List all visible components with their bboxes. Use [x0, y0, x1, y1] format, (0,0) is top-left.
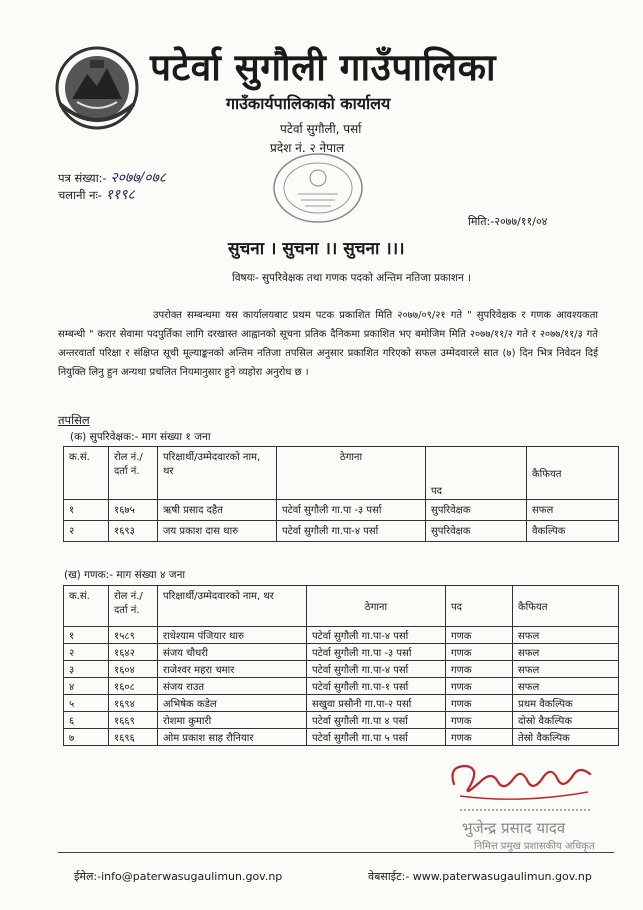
notice-heading: सुचना । सुचना ।। सुचना ।।। [228, 239, 405, 259]
cell-remarks: सफल [513, 644, 619, 661]
cell-remarks: सफल [513, 678, 619, 695]
table-row [64, 678, 619, 695]
municipality-title: पटेर्वा सुगौली गाउँपालिका [150, 45, 497, 89]
col-address: ठेगाना [277, 447, 426, 500]
cell-roll: १६०८ [109, 678, 158, 695]
cell-name: ओम प्रकाश साह रौनियार [158, 729, 307, 746]
table-row [64, 712, 619, 729]
col-sn: क.सं. [64, 447, 109, 500]
table-header-row [64, 447, 619, 500]
col-remarks: कैफियत [527, 447, 619, 500]
cell-remarks: सफल [527, 500, 619, 521]
cell-address: पटेर्वा सुगौली गा.पा-१ पर्सा [307, 678, 446, 695]
table-row [64, 644, 619, 661]
cell-roll: १६९४ [109, 695, 158, 712]
col-roll: रोल नं./दर्ता नं. [109, 586, 158, 627]
cell-name: रोशमा कुमारी [158, 712, 307, 729]
table-row [64, 729, 619, 746]
cell-name: जय प्रकाश दास थारु [158, 521, 277, 542]
cell-sn: २ [64, 521, 109, 542]
table-row [64, 521, 619, 542]
cell-remarks: दोस्रो वैकल्पिक [513, 712, 619, 729]
enumerator-results-table [63, 585, 619, 746]
cell-post: गणक [446, 729, 513, 746]
letter-number-value: २०७७/०७८ [110, 170, 167, 186]
cell-name: अभिषेक कडेल [158, 695, 307, 712]
cell-roll: १५८९ [109, 627, 158, 644]
dispatch-number [58, 185, 135, 204]
address-line-1: पटेर्वा सुगौली, पर्सा [280, 122, 362, 136]
cell-roll: १६९३ [109, 521, 158, 542]
notice-body: उपरोक्त सम्बन्धमा यस कार्यालयबाट प्रथम पटक प्रकाशित मिति २०७७/०९/२१ गते " सुपरिवेक्षक र गणक आवश्यकता सम्बन्धी " करार सेवामा पदपुर्तिका लागि दरखास्त आह्वानको सूचना प्रतिक दैनिकमा प्रकाशित भए बमोजिम मिति २०७७/११/२ गते र २०७७/११/३ गते अन्तरवार्ता परिक्षा र संक्षिप्त सूची मूल्याङ्कनको अन्तिम नतिजा तपसिल अनुसार प्रकाशित गरिएको सफल उम्मेदवारले सात (७) दिन भित्र निवेदन दिई नियुक्ति लिनु हुन अन्यथा प्रचलित नियमानुसार हुने व्यहोरा अनुरोध छ । [58, 310, 598, 378]
col-roll: रोल नं./दर्ता नं. [109, 447, 158, 500]
col-address: ठेगाना [307, 586, 446, 627]
subject-line: विषयः- सुपरिवेक्षक तथा गणक पदको अन्तिम नतिजा प्रकाशन । [232, 272, 472, 284]
section-supervisor-caption: (क) सुपरिवेक्षक:- माग संख्या १ जना [70, 431, 211, 443]
table-row [64, 627, 619, 644]
cell-roll: १६६९ [109, 712, 158, 729]
table-row [64, 500, 619, 521]
table-header-row [64, 586, 619, 627]
office-name: गाउँकार्यपालिकाको कार्यालय [226, 94, 391, 113]
col-sn: क.सं. [64, 586, 109, 627]
table-row [64, 695, 619, 712]
cell-name: राधेश्याम पंजियार थारु [158, 627, 307, 644]
cell-post: गणक [446, 678, 513, 695]
cell-post: गणक [446, 627, 513, 644]
col-remarks: कैफियत [513, 586, 619, 627]
cell-sn: २ [64, 644, 109, 661]
cell-address: पटेर्वा सुगौली गा.पा ४ पर्सा [307, 712, 446, 729]
handwritten-signature [440, 752, 600, 822]
cell-sn: ४ [64, 678, 109, 695]
col-post: पद [426, 447, 527, 500]
cell-address: पटेर्वा सुगौली गा.पा-४ पर्सा [307, 661, 446, 678]
cell-roll: १६४२ [109, 644, 158, 661]
cell-remarks: वैकल्पिक [527, 521, 619, 542]
cell-sn: ५ [64, 695, 109, 712]
cell-sn: १ [64, 627, 109, 644]
dispatch-number-value: ११९८ [105, 187, 135, 203]
col-name: परिक्षार्थी/उम्मेदवारको नाम, थर [158, 447, 277, 500]
cell-roll: १६९६ [109, 729, 158, 746]
cell-sn: ६ [64, 712, 109, 729]
footer-email: ईमेल:-info@paterwasugaulimun.gov.np [74, 870, 283, 883]
cell-sn: ३ [64, 661, 109, 678]
cell-roll: १६०४ [109, 661, 158, 678]
section-enumerator-caption: (ख) गणक:- माग संख्या ४ जना [64, 569, 186, 581]
supervisor-results-table [63, 446, 619, 542]
cell-address: पटेर्वा सुगौली गा.पा-४ पर्सा [277, 521, 426, 542]
cell-address: पटेर्वा सुगौली गा.पा -३ पर्सा [307, 644, 446, 661]
nepal-emblem-logo [52, 44, 142, 132]
cell-remarks: सफल [513, 627, 619, 644]
cell-roll: १६७५ [109, 500, 158, 521]
cell-post: गणक [446, 661, 513, 678]
signatory-post: निमित्त प्रमुख प्रशासकीय अधिकृत [474, 841, 595, 852]
cell-remarks: सफल [513, 661, 619, 678]
cell-name: राजेश्वर महरा चमार [158, 661, 307, 678]
cell-address: पटेर्वा सुगौली गा.पा -३ पर्सा [277, 500, 426, 521]
office-stamp [268, 148, 368, 228]
dispatch-number-label: चलानी नः- [58, 188, 102, 202]
cell-post: गणक [446, 712, 513, 729]
cell-post: सुपरिवेक्षक [426, 500, 527, 521]
cell-name: संजय चौधरी [158, 644, 307, 661]
cell-address: पटेर्वा सुगौली गा.पा-४ पर्सा [307, 627, 446, 644]
footer-divider [58, 852, 614, 853]
address-line-2: प्रदेश नं. २ नेपाल [270, 141, 345, 155]
table-row [64, 661, 619, 678]
cell-post: गणक [446, 695, 513, 712]
col-name: परिक्षार्थी/उम्मेदवारको नाम, थर [158, 586, 307, 627]
letter-number-label: पत्र संख्या:- [58, 171, 107, 185]
notice-date: मिति:-२०७७/११/०४ [468, 215, 548, 228]
cell-remarks: प्रथम वैकल्पिक [513, 695, 619, 712]
cell-address: सखुवा प्रसौनी गा.पा-२ पर्सा [307, 695, 446, 712]
cell-name: ऋषी प्रसाद दहैत [158, 500, 277, 521]
cell-sn: ७ [64, 729, 109, 746]
cell-sn: १ [64, 500, 109, 521]
details-heading: तपसिल [58, 413, 90, 427]
cell-post: गणक [446, 644, 513, 661]
signatory-name: भुजेन्द्र प्रसाद यादव [462, 819, 566, 837]
cell-post: सुपरिवेक्षक [426, 521, 527, 542]
cell-name: संजय राउत [158, 678, 307, 695]
cell-remarks: तेस्रो वैकल्पिक [513, 729, 619, 746]
col-post: पद [446, 586, 513, 627]
cell-address: पटेर्वा सुगौली गा.पा ५ पर्सा [307, 729, 446, 746]
footer-website: वेबसाईट:- www.paterwasugaulimun.gov.np [368, 870, 592, 883]
